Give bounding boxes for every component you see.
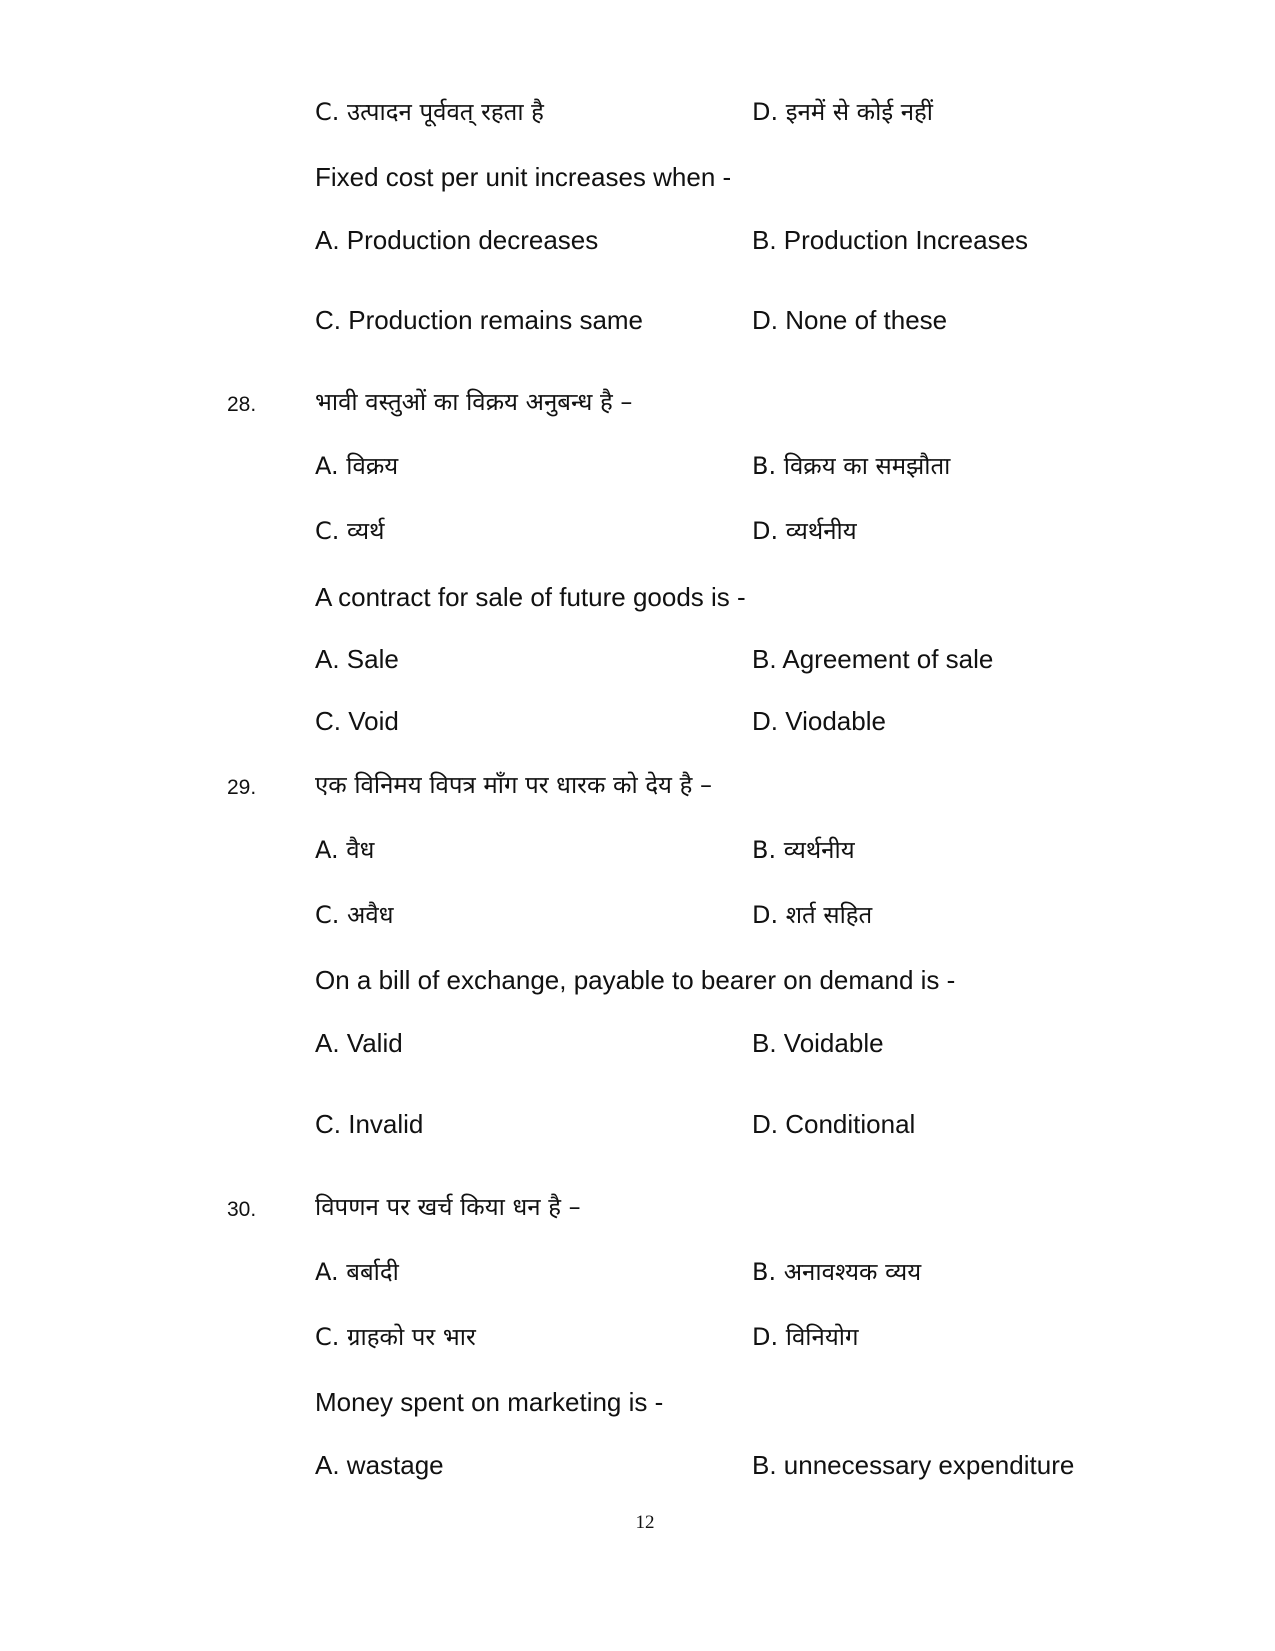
q30-hi-option-a: A. बर्बादी bbox=[315, 1258, 399, 1286]
q29-en-option-a: A. Valid bbox=[315, 1028, 403, 1058]
q30-number: 30. bbox=[227, 1198, 257, 1221]
q30-hi-option-d: D. विनियोग bbox=[752, 1323, 859, 1351]
q28-hi-option-a: A. विक्रय bbox=[315, 452, 399, 480]
q29-hi-option-c: C. अवैध bbox=[315, 901, 394, 929]
q29-number: 29. bbox=[227, 776, 257, 799]
q30-hi-option-b: B. अनावश्यक व्यय bbox=[752, 1258, 922, 1286]
page-number: 12 bbox=[635, 1512, 655, 1533]
q28-hi-option-b: B. विक्रय का समझौता bbox=[752, 452, 951, 480]
q27-en-option-a: A. Production decreases bbox=[315, 225, 599, 255]
q28-en-option-b: B. Agreement of sale bbox=[752, 644, 994, 674]
q27-en-option-c: C. Production remains same bbox=[315, 305, 644, 335]
q27-en-option-d: D. None of these bbox=[752, 305, 948, 335]
q29-en-option-c: C. Invalid bbox=[315, 1109, 424, 1139]
q30-en-question: Money spent on marketing is - bbox=[315, 1387, 664, 1417]
q29-hi-option-b: B. व्यर्थनीय bbox=[752, 836, 855, 864]
q30-hi-option-c: C. ग्राहको पर भार bbox=[315, 1323, 476, 1351]
q28-en-option-d: D. Viodable bbox=[752, 706, 886, 736]
q27-en-question: Fixed cost per unit increases when - bbox=[315, 162, 732, 192]
q28-hi-option-d: D. व्यर्थनीय bbox=[752, 517, 857, 545]
q29-en-option-d: D. Conditional bbox=[752, 1109, 916, 1139]
q29-hi-option-d: D. शर्त सहित bbox=[752, 901, 873, 929]
q28-number: 28. bbox=[227, 393, 257, 416]
q28-en-question: A contract for sale of future goods is - bbox=[315, 582, 746, 612]
q28-en-option-c: C. Void bbox=[315, 706, 399, 736]
q29-en-question: On a bill of exchange, payable to bearer on demand is - bbox=[315, 965, 956, 995]
q30-en-option-b: B. unnecessary expenditure bbox=[752, 1450, 1075, 1480]
q29-hi-question: एक विनिमय विपत्र माँग पर धारक को देय है – bbox=[315, 771, 712, 799]
q29-hi-option-a: A. वैध bbox=[315, 836, 375, 864]
q27-hi-option-c: C. उत्पादन पूर्ववत् रहता है bbox=[315, 98, 544, 126]
q28-hi-option-c: C. व्यर्थ bbox=[315, 517, 385, 545]
q27-hi-option-d: D. इनमें से कोई नहीं bbox=[752, 98, 934, 126]
q30-hi-question: विपणन पर खर्च किया धन है – bbox=[315, 1193, 581, 1221]
q28-en-option-a: A. Sale bbox=[315, 644, 399, 674]
q27-en-option-b: B. Production Increases bbox=[752, 225, 1029, 255]
q28-hi-question: भावी वस्तुओं का विक्रय अनुबन्ध है – bbox=[315, 388, 633, 416]
q30-en-option-a: A. wastage bbox=[315, 1450, 444, 1480]
q29-en-option-b: B. Voidable bbox=[752, 1028, 884, 1058]
